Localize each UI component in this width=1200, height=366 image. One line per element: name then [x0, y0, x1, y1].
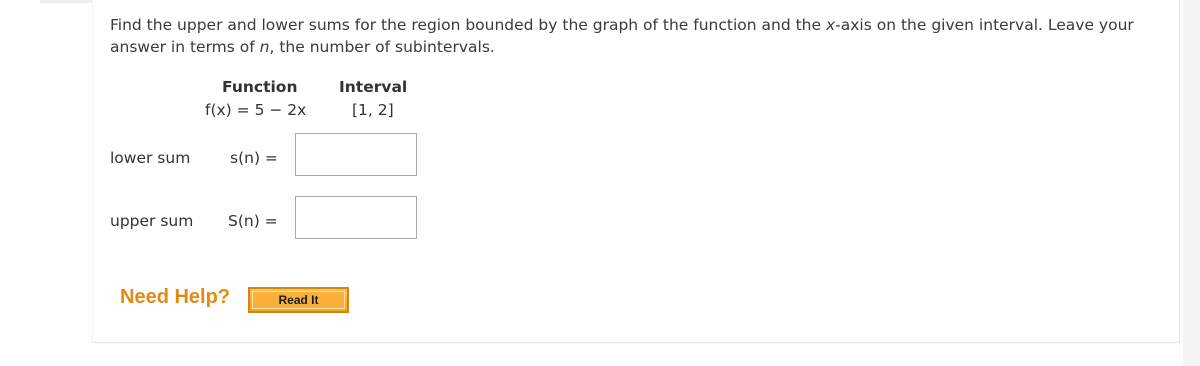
- prompt-text-1: Find the upper and lower sums for the region bounded by the graph of the function and the: [110, 16, 826, 34]
- function-value: f(x) = 5 − 2x: [205, 101, 307, 119]
- need-help-label: Need Help?: [120, 286, 231, 308]
- read-it-label: Read It: [252, 291, 345, 309]
- function-header: Function: [222, 78, 298, 96]
- prompt-text-2: -axis on the given interval. Leave your answer in terms of: [110, 16, 1134, 56]
- prompt-var-x: x: [825, 16, 836, 34]
- interval-value: [1, 2]: [352, 101, 394, 119]
- prompt-text-3: , the number of subintervals.: [269, 38, 495, 56]
- upper-sum-expression: S(n) =: [228, 212, 278, 230]
- scrollbar-track[interactable]: [1183, 0, 1200, 366]
- lower-sum-expression: s(n) =: [230, 149, 278, 167]
- upper-sum-label: upper sum: [110, 212, 194, 230]
- upper-sum-input[interactable]: [295, 196, 417, 239]
- interval-header: Interval: [339, 78, 408, 96]
- lower-sum-label: lower sum: [110, 149, 191, 167]
- question-prompt: [110, 14, 1170, 58]
- prompt-var-n: n: [259, 38, 270, 56]
- lower-sum-input[interactable]: [295, 133, 417, 176]
- read-it-button[interactable]: [248, 287, 349, 313]
